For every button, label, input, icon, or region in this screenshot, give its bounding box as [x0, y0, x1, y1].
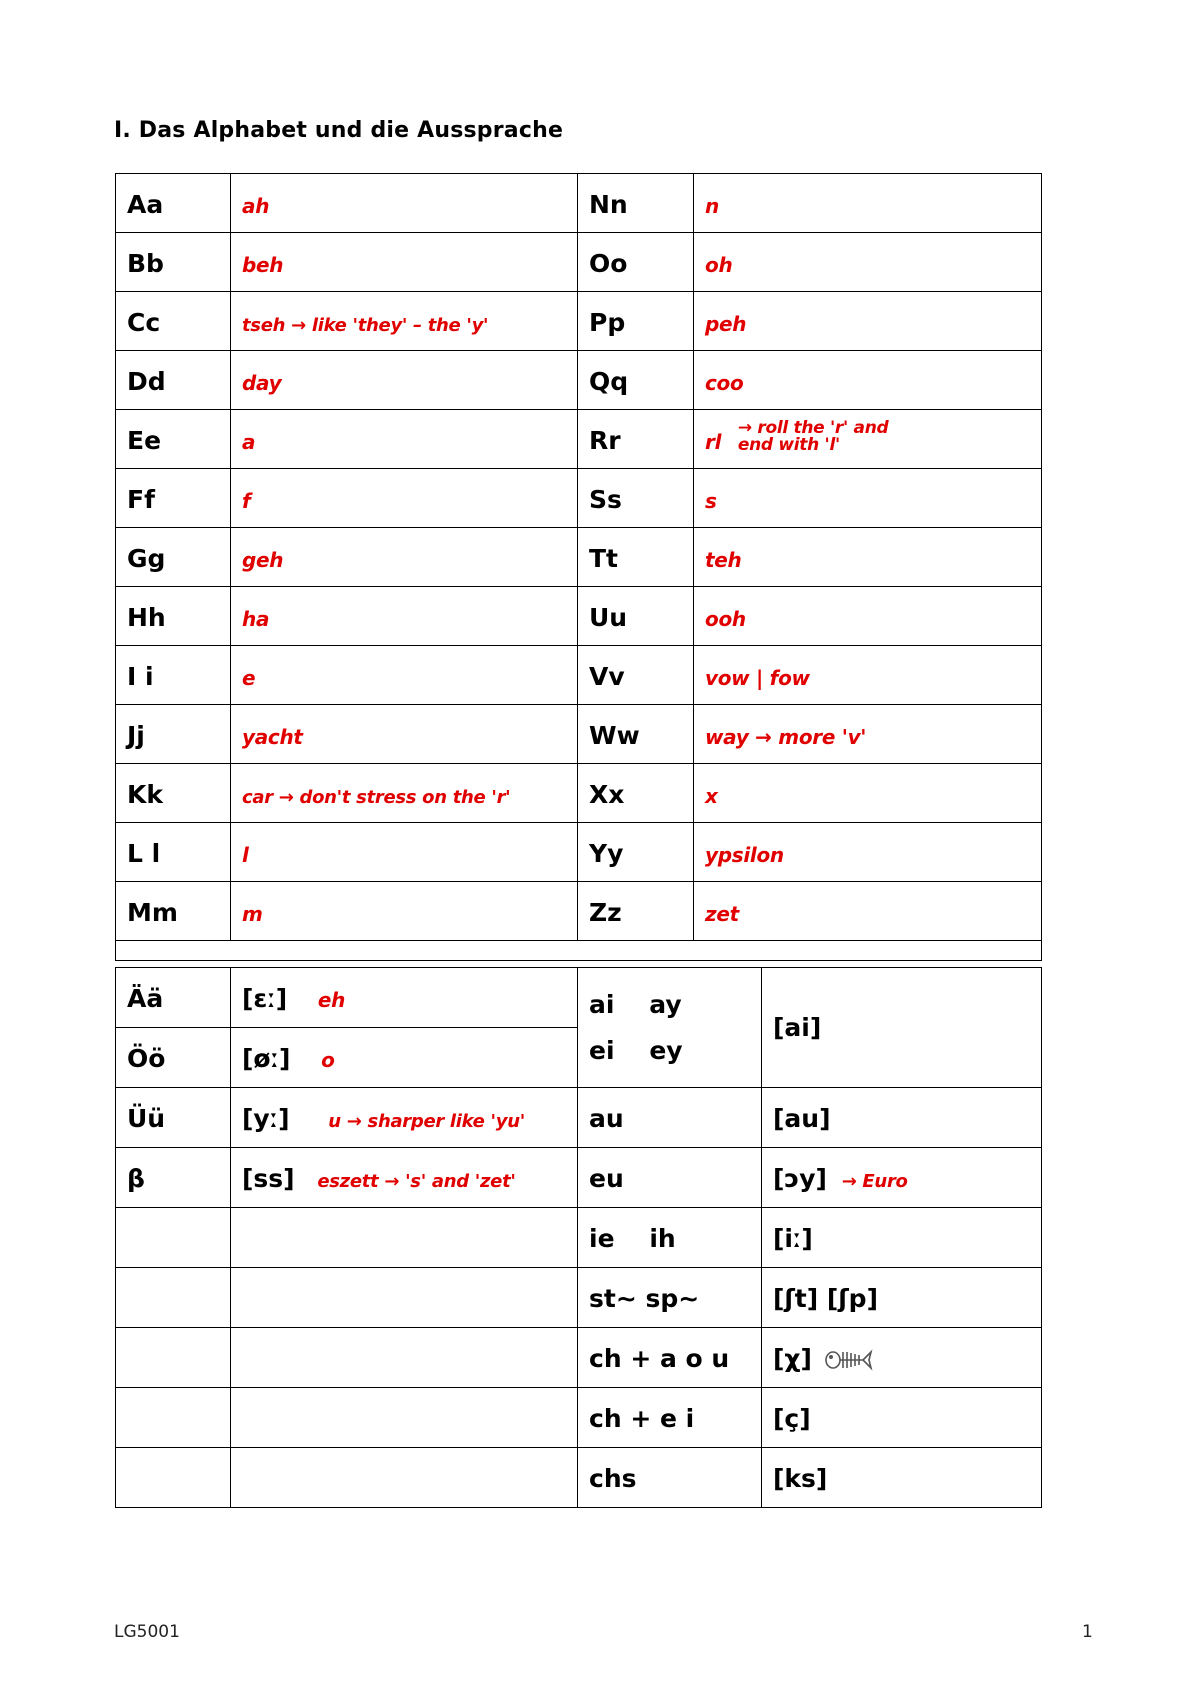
table-row [116, 174, 1042, 233]
ipa-symbol: [ɔy] [773, 1164, 827, 1193]
handwritten-note: ah [242, 194, 270, 218]
letter-cell: Qq [578, 351, 694, 410]
handwritten-note: peh [705, 312, 747, 336]
letter-cell: Oo [578, 233, 694, 292]
handwritten-note: car → don't stress on the 'r' [242, 787, 511, 808]
ipa-symbol: [yː] [242, 1104, 290, 1133]
letter-cell: Bb [116, 233, 231, 292]
spelling-cell: ie ih [578, 1208, 762, 1268]
table-row [116, 587, 1042, 646]
footer-course-code: LG5001 [114, 1622, 180, 1642]
sounds-table [115, 967, 1042, 1508]
letter-cell: Pp [578, 292, 694, 351]
ipa-symbol: [au] [762, 1088, 1042, 1148]
spelling-cell: ai ay ei ey [589, 989, 683, 1065]
handwritten-note: l [242, 843, 249, 867]
ipa-symbol: [ʃt] [ʃp] [762, 1268, 1042, 1328]
letter-cell: L l [116, 823, 231, 882]
handwritten-note: → Euro [841, 1171, 908, 1192]
table-row [116, 646, 1042, 705]
ipa-symbol: [øː] [242, 1044, 291, 1073]
letter-cell: Yy [578, 823, 694, 882]
handwritten-note: rl [705, 430, 722, 454]
letter-cell: Ww [578, 705, 694, 764]
table-row [116, 882, 1042, 941]
spelling-cell: au [578, 1088, 762, 1148]
spacer-row [116, 941, 1042, 961]
table-row [116, 1268, 1042, 1328]
letter-cell: Aa [116, 174, 231, 233]
letter-cell: Tt [578, 528, 694, 587]
table-row [116, 351, 1042, 410]
handwritten-note: ooh [705, 607, 746, 631]
spelling-cell: eu [578, 1148, 762, 1208]
page-title: I. Das Alphabet und die Aussprache [114, 118, 564, 143]
handwritten-note: oh [705, 253, 733, 277]
letter-cell: β [116, 1148, 231, 1208]
handwritten-note: e [242, 666, 256, 690]
letter-cell: Rr [578, 410, 694, 469]
spelling-cell: ch + e i [578, 1388, 762, 1448]
letter-cell: Kk [116, 764, 231, 823]
table-row [116, 705, 1042, 764]
handwritten-note: s [705, 489, 717, 513]
letter-cell: Nn [578, 174, 694, 233]
letter-cell: Ää [116, 968, 231, 1028]
handwritten-note: ypsilon [705, 843, 784, 867]
letter-cell: Uu [578, 587, 694, 646]
table-row [116, 528, 1042, 587]
handwritten-note: ha [242, 607, 270, 631]
handwritten-note: a [242, 430, 256, 454]
handwritten-note: geh [242, 548, 284, 572]
table-row [116, 410, 1042, 469]
letter-cell: Ss [578, 469, 694, 528]
letter-cell: Mm [116, 882, 231, 941]
handwritten-note: day [242, 371, 282, 395]
ipa-symbol: [ks] [762, 1448, 1042, 1508]
fish-bone-icon [825, 1347, 873, 1373]
handwritten-note: way → more 'v' [705, 725, 867, 749]
handwritten-note: zet [705, 902, 739, 926]
handwritten-note: vow | fow [705, 666, 810, 690]
table-row [116, 1088, 1042, 1148]
handwritten-note: eh [317, 988, 346, 1012]
ipa-symbol: [iː] [762, 1208, 1042, 1268]
handwritten-note: tseh → like 'they' – the 'y' [242, 315, 489, 336]
handwritten-note: coo [705, 371, 744, 395]
table-row [116, 968, 1042, 1028]
handwritten-note-extra: → roll the 'r' and end with 'l' [737, 418, 889, 455]
spelling-cell: st~ sp~ [578, 1268, 762, 1328]
table-row [116, 1388, 1042, 1448]
handwritten-note: n [705, 194, 719, 218]
letter-cell: Hh [116, 587, 231, 646]
letter-cell: Ee [116, 410, 231, 469]
handwritten-note: u → sharper like 'yu' [328, 1111, 525, 1132]
footer-page-number: 1 [1082, 1622, 1093, 1642]
letter-cell: Xx [578, 764, 694, 823]
ipa-symbol: [χ] [773, 1344, 812, 1373]
alphabet-table [115, 173, 1042, 961]
table-row [116, 1208, 1042, 1268]
table-row [116, 823, 1042, 882]
letter-cell: Üü [116, 1088, 231, 1148]
letter-cell: I i [116, 646, 231, 705]
table-row [116, 233, 1042, 292]
ipa-symbol: [ss] [242, 1164, 295, 1193]
handwritten-note: m [242, 902, 263, 926]
ipa-symbol: [ç] [762, 1388, 1042, 1448]
handwritten-note: beh [242, 253, 284, 277]
letter-cell: Gg [116, 528, 231, 587]
handwritten-note: f [242, 489, 251, 513]
handwritten-note: x [705, 784, 718, 808]
letter-cell: Cc [116, 292, 231, 351]
table-row [116, 1448, 1042, 1508]
table-row [116, 1148, 1042, 1208]
letter-cell: Öö [116, 1028, 231, 1088]
table-row [116, 764, 1042, 823]
ipa-symbol: [ai] [762, 968, 1042, 1088]
table-row [116, 292, 1042, 351]
ipa-symbol: [ɛː] [242, 984, 288, 1013]
letter-cell: Dd [116, 351, 231, 410]
letter-cell: Zz [578, 882, 694, 941]
spelling-cell: ch + a o u [578, 1328, 762, 1388]
table-row [116, 1328, 1042, 1388]
table-row [116, 469, 1042, 528]
letter-cell: Jj [116, 705, 231, 764]
handwritten-note: eszett → 's' and 'zet' [317, 1171, 516, 1192]
handwritten-note: o [321, 1048, 335, 1072]
spelling-cell: chs [578, 1448, 762, 1508]
handwritten-note: yacht [242, 725, 303, 749]
letter-cell: Vv [578, 646, 694, 705]
handwritten-note: teh [705, 548, 742, 572]
letter-cell: Ff [116, 469, 231, 528]
